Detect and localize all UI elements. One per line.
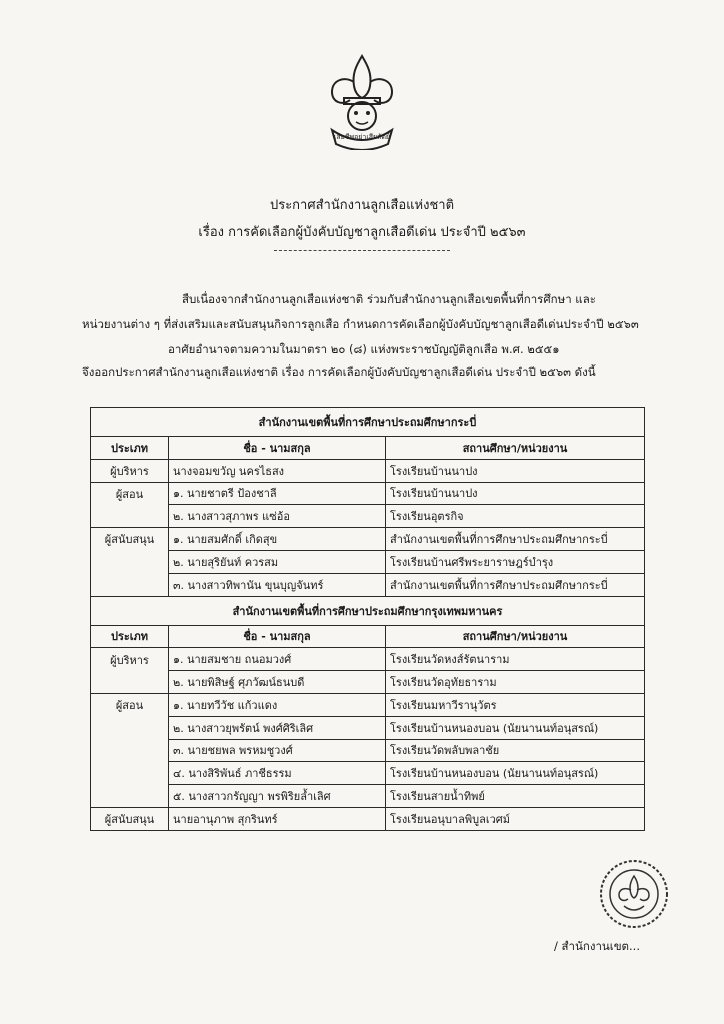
table-row [91,648,645,671]
row-name: นายอานุภาพ สุกรินทร์ [169,807,386,830]
body-line-4: จึงออกประกาศสำนักงานลูกเสือแห่งชาติ เรื่อง การคัดเลือกผู้บังคับบัญชาลูกเสือดีเด่น ประจำปี ๒๕๖๓ ดังนี้ [82,365,596,379]
table-row [91,739,645,762]
row-name: ๒. นายสุริยันท์ ควรสม [169,550,386,573]
official-stamp-icon [598,858,670,930]
row-name: ๑. นายชาตรี ป้องชาลี [169,482,386,505]
announcement-title: ประกาศสำนักงานลูกเสือแห่งชาติ [269,198,455,213]
emblem-motto: เสียชีพอย่าเสียสัตย์ [333,133,391,141]
row-type: ผู้สนับสนุน [91,528,169,551]
row-org: โรงเรียนบ้านนาปง [386,482,645,505]
table-row [91,459,645,482]
row-type [91,550,169,573]
row-org: โรงเรียนบ้านนาปง [386,459,645,482]
row-type [91,739,169,762]
table-row [91,505,645,528]
row-org: สำนักงานเขตพื้นที่การศึกษาประถมศึกษากระบี่ [386,528,645,551]
row-org: โรงเรียนบ้านหนองบอน (นัยนานนท์อนุสรณ์) [386,762,645,785]
row-name: ๔. นางสิริพันธ์ ภาชีธรรม [169,762,386,785]
row-org: โรงเรียนอนุบาลพิบูลเวศม์ [386,807,645,830]
section-title: สำนักงานเขตพื้นที่การศึกษาประถมศึกษากรุงเทพมหานคร [91,596,645,625]
row-name: ๒. นายพิสิษฐ์ ศุภวัฒน์ธนบดี [169,671,386,694]
row-name: ๓. นายชยพล พรหมชูวงศ์ [169,739,386,762]
row-type [91,716,169,739]
continued-footer: / สำนักงานเขต... [554,939,640,953]
row-type: ผู้สนับสนุน [91,807,169,830]
row-name: ๑. นายสมชาย ถนอมวงศ์ [169,648,386,671]
row-type [91,573,169,596]
awardees-table [90,407,645,831]
row-name: ๕. นางสาวกรัญญา พรพิริยล้ำเลิศ [169,785,386,808]
table-row [91,550,645,573]
table-row [91,785,645,808]
table-row [91,762,645,785]
announcement-subject: เรื่อง การคัดเลือกผู้บังคับบัญชาลูกเสือดีเด่น ประจำปี ๒๕๖๓ [198,225,526,240]
table-row [91,528,645,551]
row-type [91,671,169,694]
header-org: สถานศึกษา/หน่วยงาน [386,437,645,460]
header-org: สถานศึกษา/หน่วยงาน [386,625,645,648]
row-org: โรงเรียนมหาวีรานุวัตร [386,693,645,716]
row-name: ๓. นางสาวทิพานัน ขุนบุญจันทร์ [169,573,386,596]
title-divider [274,250,450,251]
body-line-2: หน่วยงานต่าง ๆ ที่ส่งเสริมและสนับสนุนกิจการลูกเสือ กำหนดการคัดเลือกผู้บังคับบัญชาลูกเสือดีเด่นประจำปี ๒๕๖๓ [82,317,639,331]
body-line-1: สืบเนื่องจากสำนักงานลูกเสือแห่งชาติ ร่วมกับสำนักงานลูกเสือเขตพื้นที่การศึกษา และ [182,292,596,306]
row-org: สำนักงานเขตพื้นที่การศึกษาประถมศึกษากระบี่ [386,573,645,596]
row-type: ผู้สอน [91,482,169,505]
table-row [91,671,645,694]
row-org: โรงเรียนบ้านหนองบอน (นัยนานนท์อนุสรณ์) [386,716,645,739]
table-row [91,482,645,505]
row-type [91,762,169,785]
row-org: โรงเรียนวัดอุทัยธาราม [386,671,645,694]
body-line-3: อาศัยอำนาจตามความในมาตรา ๒๐ (๘) แห่งพระราชบัญญัติลูกเสือ พ.ศ. ๒๕๕๑ [168,342,560,356]
table-row [91,716,645,739]
row-org: โรงเรียนวัดพลับพลาชัย [386,739,645,762]
row-org: โรงเรียนอุตรกิจ [386,505,645,528]
table-row [91,693,645,716]
row-name: ๒. นางสาวสุภาพร แซ่อ้อ [169,505,386,528]
table-row [91,807,645,830]
row-type: ผู้บริหาร [91,459,169,482]
row-type: ผู้บริหาร [91,648,169,671]
row-type: ผู้สอน [91,693,169,716]
row-name: นางจอมขวัญ นครไธสง [169,459,386,482]
row-org: โรงเรียนสายน้ำทิพย์ [386,785,645,808]
header-type: ประเภท [91,625,169,648]
row-type [91,785,169,808]
header-type: ประเภท [91,437,169,460]
row-name: ๒. นางสาวยุพรัตน์ พงศ์ศิริเลิศ [169,716,386,739]
row-name: ๑. นายทวีวัช แก้วแดง [169,693,386,716]
header-name: ชื่อ - นามสกุล [169,625,386,648]
table-row [91,573,645,596]
row-type [91,505,169,528]
row-org: โรงเรียนวัดหงส์รัตนาราม [386,648,645,671]
row-org: โรงเรียนบ้านศรีพระยาราษฎร์บำรุง [386,550,645,573]
header-name: ชื่อ - นามสกุล [169,437,386,460]
row-name: ๑. นายสมศักดิ์ เกิดสุข [169,528,386,551]
section-title: สำนักงานเขตพื้นที่การศึกษาประถมศึกษากระบี่ [91,408,645,437]
